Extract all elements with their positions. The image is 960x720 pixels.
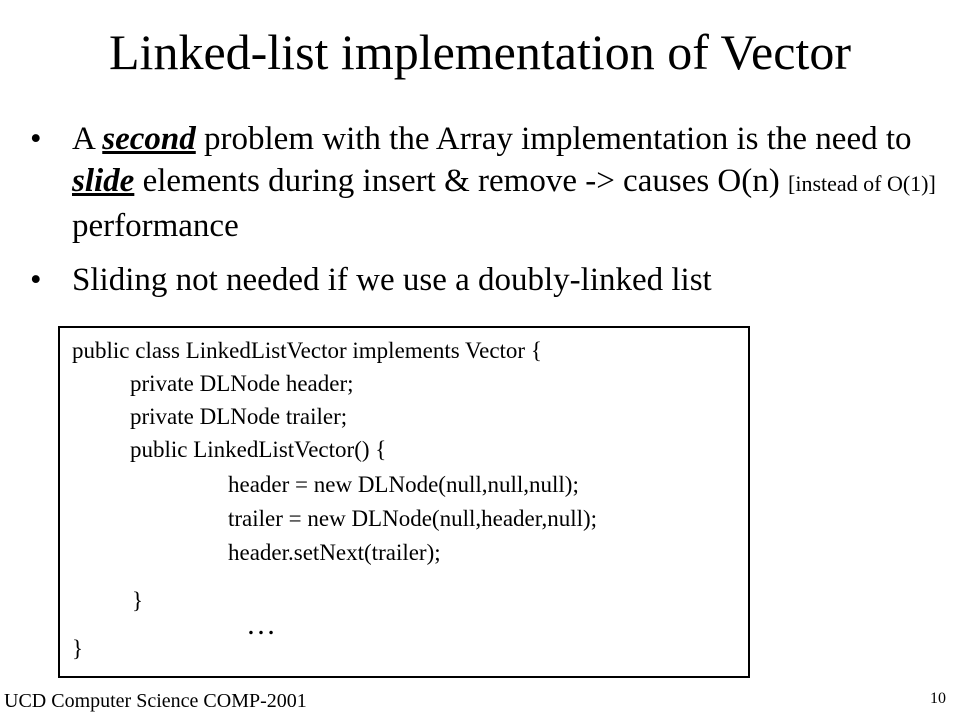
code-line: header.setNext(trailer); (228, 540, 441, 565)
slide-footer: UCD Computer Science COMP-2001 (4, 690, 307, 712)
slide-title: Linked-list implementation of Vector (109, 24, 851, 80)
code-ellipsis: … (246, 608, 280, 641)
complexity-note: [instead of O(1)] (788, 171, 936, 196)
page-number: 10 (930, 690, 946, 707)
code-line: header = new DLNode(null,null,null); (228, 472, 579, 497)
bullet-list (30, 118, 950, 301)
code-line: } (132, 588, 144, 613)
bullet-item (30, 118, 950, 247)
bullet-marker: • (30, 262, 42, 298)
bullet-text: Sliding not needed if we use a doubly-linked list (72, 262, 712, 298)
code-line: public LinkedListVector() { (130, 437, 387, 462)
bullet-text: A second problem with the Array implementation is the need to slide elements during insert & remove -> causes O(n) [instead of O(1)] performance (72, 121, 936, 244)
code-box (58, 326, 750, 678)
code-line: private DLNode header; (130, 371, 354, 396)
bullet-marker: • (30, 121, 42, 157)
code-line: } (72, 636, 84, 661)
code-line: public class LinkedListVector implements Vector { (72, 338, 542, 363)
emphasized-word-second: second (102, 121, 196, 157)
bullet-item (30, 259, 950, 301)
code-line: trailer = new DLNode(null,header,null); (228, 506, 598, 531)
emphasized-word-slide: slide (72, 163, 135, 199)
code-line: private DLNode trailer; (130, 404, 348, 429)
